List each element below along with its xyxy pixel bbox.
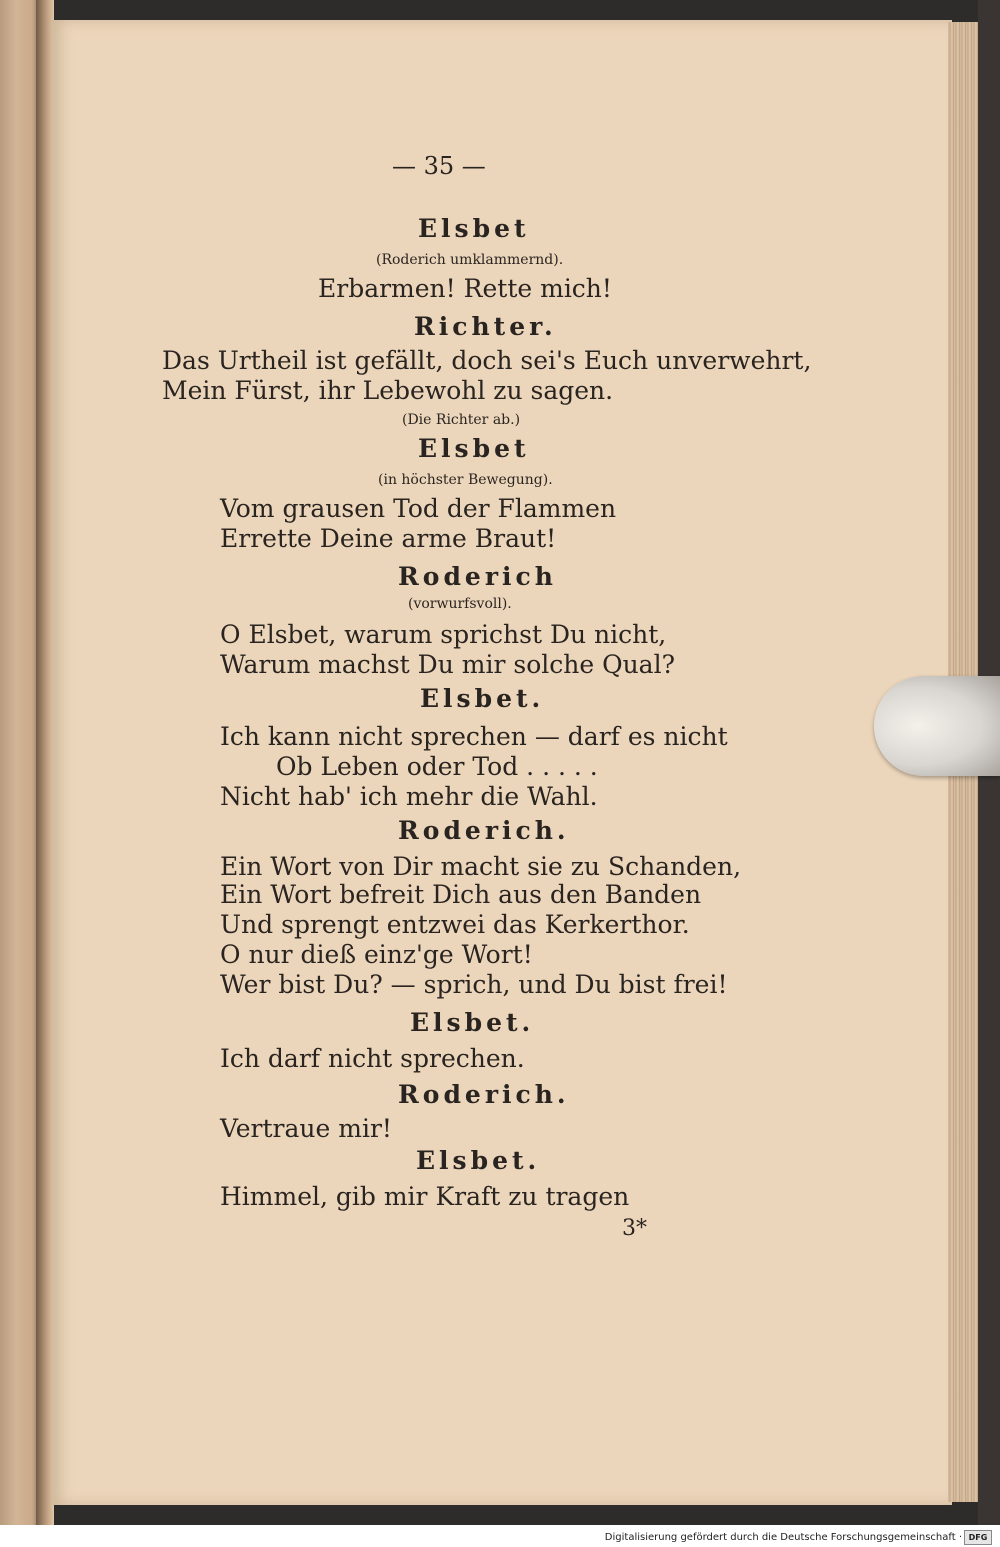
verse-line: O nur dieß einz'ge Wort! (220, 940, 533, 969)
verse-line: Ob Leben oder Tod . . . . . (276, 752, 598, 781)
verse-line: Errette Deine arme Braut! (220, 524, 557, 553)
verse-line: Vom grausen Tod der Flammen (220, 494, 617, 523)
page-number: — 35 — (392, 152, 486, 180)
verse-line: Ich kann nicht sprechen — darf es nicht (220, 722, 728, 751)
funding-credit: Digitalisierung gefördert durch die Deutsche Forschungsgemeinschaft · (604, 1532, 962, 1543)
speaker-heading: Elsbet (418, 434, 530, 463)
verse-line: Mein Fürst, ihr Lebewohl zu sagen. (162, 376, 614, 405)
verse-line: Wer bist Du? — sprich, und Du bist frei! (220, 970, 728, 999)
stage-direction: (in höchster Bewegung). (378, 472, 553, 488)
speaker-heading: Elsbet (418, 214, 530, 243)
left-page-edge (0, 0, 40, 1525)
speaker-heading: Roderich. (398, 816, 570, 845)
dfg-logo: DFG (964, 1530, 992, 1545)
verse-line: Und sprengt entzwei das Kerkerthor. (220, 910, 690, 939)
signature-mark: 3* (622, 1216, 647, 1241)
stage-direction: (Roderich umklammernd). (376, 252, 564, 268)
speaker-heading: Elsbet. (410, 1008, 535, 1037)
verse-line: Vertraue mir! (220, 1114, 392, 1143)
book-clip (874, 676, 1000, 776)
verse-line: Himmel, gib mir Kraft zu tragen (220, 1182, 630, 1211)
stage-direction: (Die Richter ab.) (402, 412, 521, 428)
verse-line: Ein Wort von Dir macht sie zu Schanden, (220, 852, 742, 881)
verse-line: O Elsbet, warum sprichst Du nicht, (220, 620, 667, 649)
verse-line: Das Urtheil ist gefällt, doch sei's Euch unverwehrt, (162, 346, 812, 375)
verse-line: Nicht hab' ich mehr die Wahl. (220, 782, 598, 811)
speaker-heading: Richter. (414, 312, 557, 341)
stage-direction: (vorwurfsvoll). (408, 596, 512, 612)
speaker-heading: Elsbet. (420, 684, 545, 713)
speaker-heading: Elsbet. (416, 1146, 541, 1175)
speaker-heading: Roderich. (398, 1080, 570, 1109)
verse-line: Ein Wort befreit Dich aus den Banden (220, 880, 702, 909)
speaker-heading: Roderich (398, 562, 557, 591)
verse-line: Warum machst Du mir solche Qual? (220, 650, 675, 679)
verse-line: Ich darf nicht sprechen. (220, 1044, 525, 1073)
verse-line: Erbarmen! Rette mich! (318, 274, 612, 303)
